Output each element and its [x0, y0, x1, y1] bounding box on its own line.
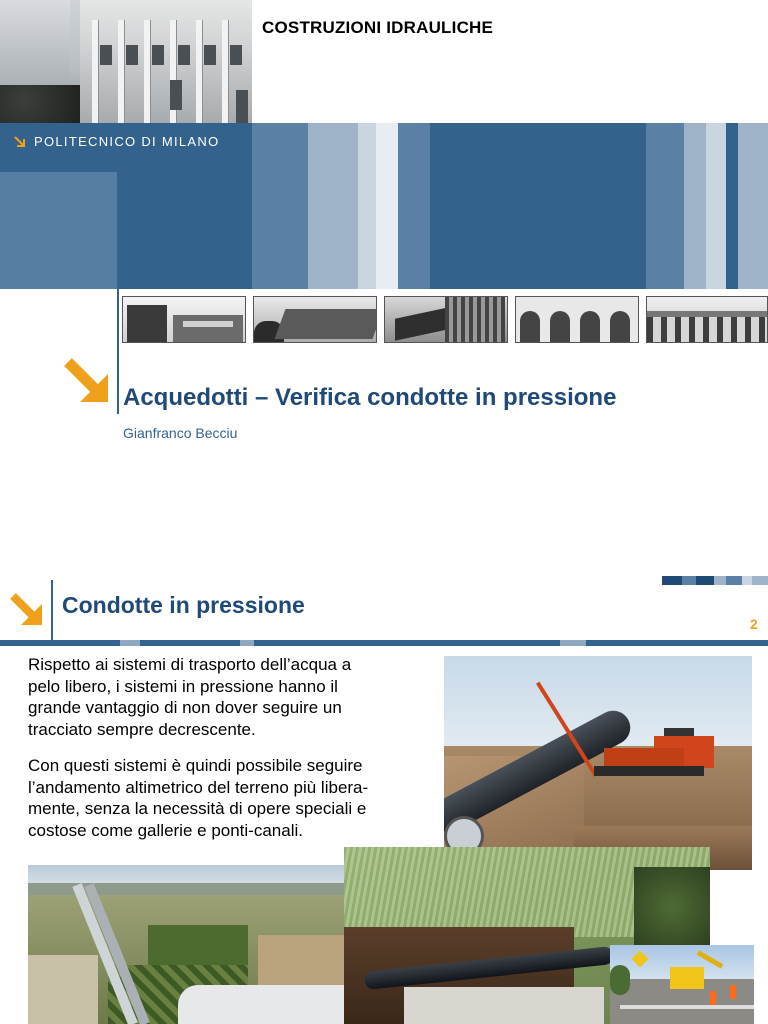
thumbnail-campus-5 — [646, 296, 768, 343]
aerial-pipeline-photo — [28, 865, 346, 1024]
content-slide — [0, 568, 768, 1024]
banner-accent-block — [0, 172, 117, 289]
thumbnail-campus-3 — [384, 296, 508, 343]
arrow-logo-icon — [10, 592, 46, 628]
arrow-logo-icon — [64, 356, 114, 408]
author-name: Gianfranco Becciu — [123, 425, 238, 441]
text-line: Rispetto ai sistemi di trasporto dell’acqua a — [28, 655, 352, 674]
course-title: COSTRUZIONI IDRAULICHE — [262, 18, 494, 37]
title-rule — [0, 640, 768, 646]
roadwork-excavator-photo — [610, 945, 754, 1024]
text-line: grande vantaggio di non dover seguire un — [28, 698, 342, 717]
institution-name: POLITECNICO DI MILANO — [34, 134, 220, 149]
paragraph-1 — [28, 654, 428, 740]
paragraph-2 — [28, 755, 428, 841]
text-line: pelo libero, i sistemi in pressione hanno il — [28, 676, 338, 696]
thumbnail-campus-1 — [122, 296, 246, 343]
text-line: Con questi sistemi è quindi possibile seguire — [28, 756, 363, 775]
lecture-title: Acquedotti – Verifica condotte in pressione — [123, 384, 617, 411]
thumbnail-campus-2 — [253, 296, 377, 343]
title-divider — [51, 580, 53, 642]
text-line: tracciato sempre decrescente. — [28, 719, 256, 739]
slide-gap — [0, 560, 768, 568]
page-number: 2 — [750, 616, 758, 632]
logo-arrow-icon — [14, 136, 26, 148]
divider-line — [117, 289, 119, 414]
text-line: l’andamento altimetrico del terreno più libera- — [28, 777, 369, 797]
text-line: mente, senza la necessità di opere speciali e — [28, 799, 367, 818]
thumbnail-campus-4 — [515, 296, 639, 343]
text-line: costose come gallerie e ponti-canali. — [28, 820, 303, 840]
header-building-photo — [0, 0, 252, 123]
header-stripe — [662, 576, 768, 585]
slide-title: Condotte in pressione — [62, 592, 305, 618]
pipeline-construction-photo — [444, 656, 752, 870]
institution-logo — [14, 134, 220, 149]
